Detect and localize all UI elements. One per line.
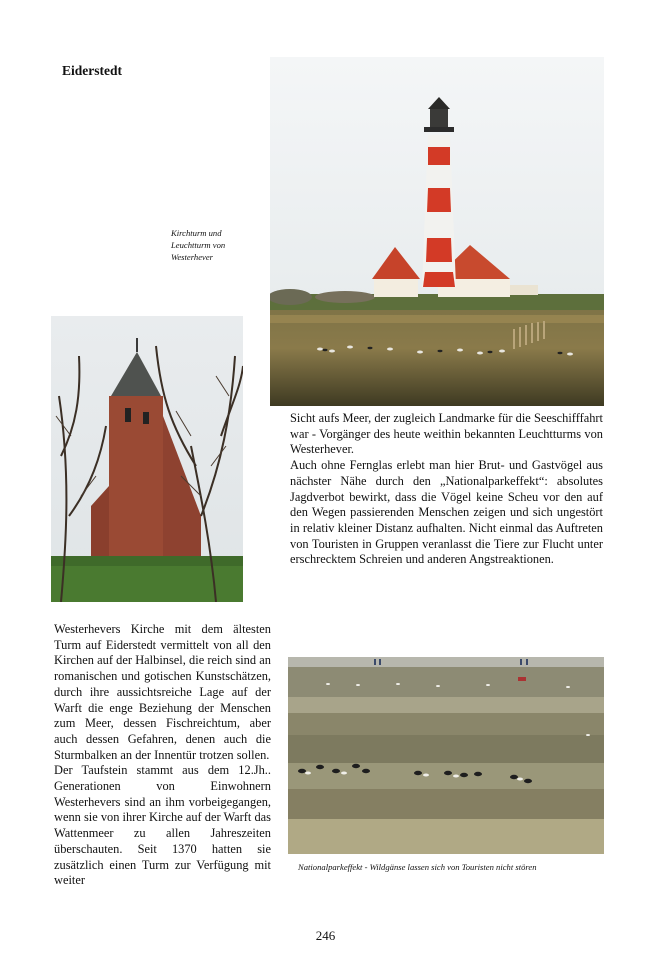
lighthouse-photo	[270, 57, 604, 406]
lighthouse-photo-image	[270, 57, 604, 406]
geese-caption: Nationalparkeffekt - Wildgänse lassen sich von Touristen nicht stören	[298, 862, 537, 872]
geese-photo	[288, 657, 604, 854]
church-photo	[51, 316, 243, 602]
paragraph: Sicht aufs Meer, der zugleich Landmarke für die Seeschifffahrt war - Vorgänger des heute weithin bekannten Leuchtturms von Westerhever.	[290, 411, 603, 457]
geese-photo-image	[288, 657, 604, 854]
left-text-column	[54, 622, 271, 889]
page-number: 246	[315, 928, 336, 943]
paragraph: Westerhevers Kirche mit dem ältesten Turm auf Eiderstedt vermittelt von all den Kirchen auf der Halbinsel, die reich sind an romanischen und gotischen Kunstschätzen, durch ihre aussichtsreiche Lage auf der Warft die enge Beziehung der Menschen zum Meer, dessen Fischreichtum, aber auch dessen Gefahren, denen auch die Sturmbalken an der Innentür trotzen sollen.	[54, 622, 271, 762]
paragraph: Auch ohne Fernglas erlebt man hier Brut- und Gastvögel aus nächster Nähe durch den „Nationalparkeffekt“: absolutes Jagdverbot bewirkt, dass die Vögel keine Scheu vor den auf den Wegen passierenden Menschen zeigen und sich ungestört in relativ kleiner Distanz aufhalten. Nicht einmal das Auftreten von Touristen in Gruppen veranlasst die Tiere zur Flucht unter erschrecktem Schreien und anderen Angstreaktionen.	[290, 458, 603, 567]
lighthouse-caption: Kirchturm und Leuchtturm von Westerhever	[171, 228, 226, 262]
right-text-column	[290, 411, 603, 568]
church-photo-image	[51, 316, 243, 602]
paragraph: Der Taufstein stammt aus dem 12.Jh.. Generationen von Einwohnern Westerhevers sind an ihm vorbeigegangen, wenn sie von ihrer Kirche auf der Warft das Wattenmeer zu allen Jahreszeiten überschauten. Seit 1370 hatten sie zusätzlich einen Turm zur Verfügung mit weiter	[54, 763, 271, 888]
section-title: Eiderstedt	[62, 63, 122, 78]
